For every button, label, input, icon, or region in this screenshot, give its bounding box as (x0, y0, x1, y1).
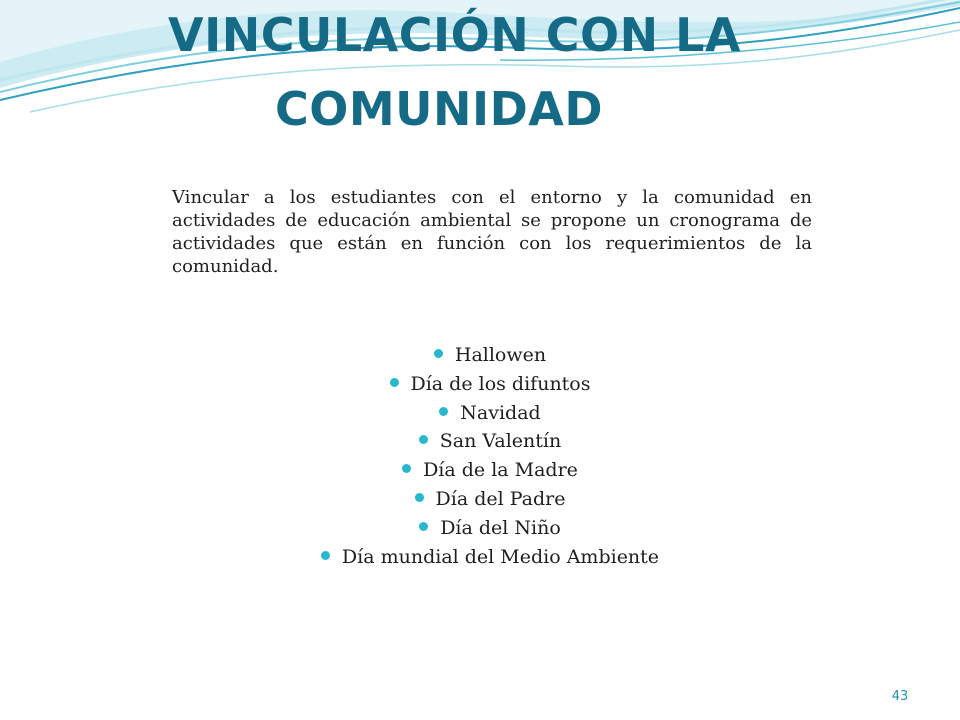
bullet-icon (390, 378, 399, 387)
list-item (170, 514, 810, 543)
page-number: 43 (891, 689, 909, 704)
bullet-icon (415, 493, 424, 502)
list-item (170, 456, 810, 485)
activity-label: Día del Padre (435, 487, 566, 510)
bullet-icon (439, 407, 448, 416)
bullet-icon (321, 551, 330, 560)
activity-label: Día de la Madre (423, 459, 578, 482)
bullet-icon (434, 349, 443, 358)
bullet-icon (402, 464, 411, 473)
activity-label: Hallowen (454, 344, 547, 366)
activity-list (170, 341, 810, 571)
list-item (170, 543, 810, 572)
activity-label: Navidad (460, 401, 541, 424)
activity-label: San Valentín (439, 430, 562, 453)
list-item (170, 341, 810, 370)
activity-label: Día del Niño (440, 516, 561, 539)
activity-label: Día de los difuntos (410, 372, 591, 395)
intro-paragraph: Vincular a los estudiantes con el entorno y la comunidad en actividades de educación ambiental se propone un cronograma de actividades que están en función con los requerimientos de la comunidad. (172, 187, 812, 277)
slide-title-line-1: VINCULACIÓN CON LA (168, 8, 742, 62)
slide-title-line-2: COMUNIDAD (275, 82, 604, 136)
list-item (170, 370, 810, 399)
list-item (170, 399, 810, 428)
bullet-icon (419, 522, 428, 531)
list-item (170, 427, 810, 456)
bullet-icon (419, 435, 428, 444)
list-item (170, 485, 810, 514)
activity-label: Día mundial del Medio Ambiente (341, 545, 660, 568)
